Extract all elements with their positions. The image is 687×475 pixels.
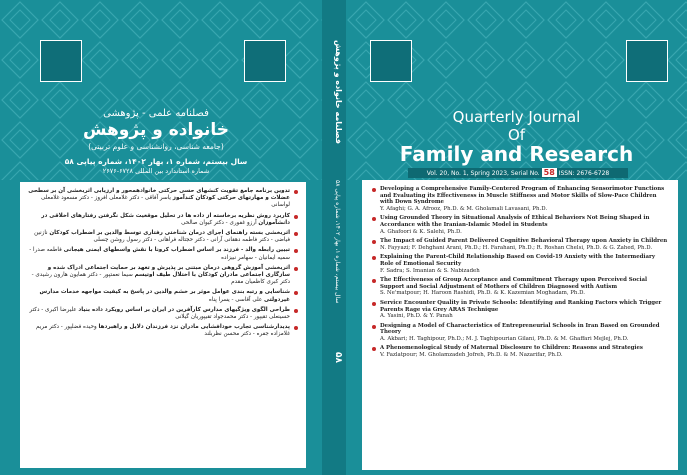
spine-title: فصلنامه خانواده و پژوهش <box>334 40 343 144</box>
article-authors: V. Fazlatpour; M. Gholamzadeh Jofreh, Ph.D. & M. Nazarifar, Ph.D. <box>380 352 563 359</box>
university-logo-icon <box>244 40 286 82</box>
toc-item <box>370 238 670 251</box>
toc-item <box>28 307 298 321</box>
article-title: پدیدارشناسی تجارب خودافشایی مادران نزد فرزندان دلایل و راهبردها <box>98 324 290 331</box>
article-authors: S. Ne'matpour; H. Haroon Rashidi, Ph.D. & K. Kazemian Moghadam, Ph.D. <box>380 290 585 297</box>
article-title: شناسایی و رتبه بندی عوامل موثر بر خشم والدین در پاسخ به کیفیت مواجهه خدمات مدارس غیردولتی <box>39 289 290 303</box>
article-title: Using Grounded Theory in Situational Analysis of Ethical Behaviors Not Being Shaped in Accordance with the Iranian-Islamic Model in Students <box>380 215 650 228</box>
journal-subtitle: (جامعه شناسی، روانشناسی و علوم تربیتی) <box>88 142 224 151</box>
toc-item <box>370 277 670 297</box>
issue-info: سال بیستم، شماره ۱، بهار ۱۴۰۲، شماره پیاپی ۵۸ <box>64 157 248 166</box>
article-title: تبیین رابطه والد - فرزند بر اساس اضطراب کرونا با نقش واسطهای ایمنی هیجانی <box>63 247 290 254</box>
persian-masthead <box>64 108 248 175</box>
article-title: A Phenomenological Study of Maternal Disclosure to Children: Reasons and Strategies <box>380 345 643 352</box>
article-title: Designing a Model of Characteristics of Entrepreneurial Schools in Iran Based on Grounded Theory <box>380 322 660 336</box>
persian-article-list <box>20 182 306 348</box>
article-authors: A. Yasini, Ph.D. & Y. Panah <box>380 313 453 320</box>
toc-item <box>370 300 670 320</box>
emblem-logo-icon <box>40 40 82 82</box>
toc-item <box>28 213 298 227</box>
serial-number: 58 <box>543 168 555 177</box>
spine-number: ۵۸ <box>333 352 343 363</box>
article-title: کاربرد روش نظریه برخاسته از داده ها در تحلیل موقعیت شکل نگرفتن رفتارهای اخلاقی در دانشآموزان <box>41 212 290 226</box>
toc-item <box>28 265 298 287</box>
toc-item <box>370 215 670 235</box>
article-authors: نازنین فیاضی - دکتر فاطمه دهقانی آرانی - دکتر حجتاله فراهانی - دکتر رسول روشن چسلی <box>34 230 290 244</box>
title-line-2: Of <box>507 126 526 144</box>
title-line-3: Family and Research <box>399 142 634 166</box>
article-authors: A. Akbari; H. Taghipour, Ph.D.; M. J. Taghipourian Gilani, Ph.D. & M. Ghaffari Mejlej, Ph.D. <box>380 335 629 342</box>
article-authors: F. Sadra; S. Imanian & S. Nabizadeh <box>380 267 480 274</box>
article-authors: آرزو غفوری - دکتر کیوان صالحی <box>181 219 257 226</box>
article-title: The Impact of Guided Parent Delivered Cognitive Behavioral Therapy upon Anxiety in Children <box>380 238 668 245</box>
issue-meta <box>408 168 628 178</box>
university-logo-icon <box>626 40 668 82</box>
article-authors: Y. Afaghi; G. A. Afrooz, Ph.D. & M. Gholamali Lavasani, Ph.D. <box>380 205 548 212</box>
article-authors: علیرضا اکبری - دکتر حسینعلی تقیپور - دکتر محمدجواد تقیپوریان گیلانی <box>29 306 290 321</box>
persian-cover <box>0 0 322 475</box>
article-title: اثربخشی بسته راهنمای اجرای درمان شناختی رفتاری توسط والدین بر اضطراب کودکان <box>49 230 290 237</box>
issue-meta-prefix: Vol. 20, No. 1, Spring 2023, Serial No. <box>426 170 540 177</box>
emblem-logo-icon <box>370 40 412 82</box>
toc-item <box>370 254 670 274</box>
toc-item <box>370 323 670 343</box>
article-authors: یاسر آفاقی - دکتر غلامعلی افروز - دکتر مسعود غلامعلی لواسانی <box>41 195 290 209</box>
article-authors: سیما نعمتپور - دکتر همایون هارون رشیدی - دکتر کبری کاظمیان مقدم <box>31 272 290 286</box>
toc-item <box>28 230 298 244</box>
article-title: Developing a Comprehensive Family-Centered Program of Enhancing Sensorimotor Functions and Evaluating its Effectiveness in Muscle Stiffness and Motor Skills of Slow-Pace Children with Down Syndrome <box>380 186 665 206</box>
toc-item <box>370 345 670 358</box>
article-authors: فاطمه صدرا - سمیه ایمانیان - سهامر نبیزاده <box>29 247 290 261</box>
toc-item <box>28 247 298 261</box>
article-title: طراحی الگوی ویژگیهای مدارس کارآفرین در ایران بر اساس رویکرد داده بنیاد <box>78 306 290 313</box>
issn-en: ISSN: 2676-6728 <box>558 170 610 177</box>
toc-item <box>28 324 298 338</box>
article-authors: وحیده فضلپور - دکتر مریم غلامزاده جفره - دکتر محسن نظربلند <box>35 324 290 338</box>
article-authors: علی آقاسی - یسرا پناه <box>208 296 263 303</box>
toc-item <box>28 289 298 303</box>
english-article-list <box>362 180 678 368</box>
toc-item <box>28 188 298 210</box>
persian-toc <box>20 182 306 468</box>
article-title: The Effectiveness of Group Acceptance and Commitment Therapy upon Perceived Social Support and Social Adjustment of Mothers of Children Diagnosed with Autism <box>380 277 648 290</box>
english-toc <box>362 180 678 470</box>
journal-type: فصلنامه علمی - پژوهشی <box>103 108 209 119</box>
toc-item <box>370 186 670 212</box>
article-authors: N. Fayyazi; F. Dehghani Arani, Ph.D.; H. Farahani, Ph.D.; R. Roshan Chelsi, Ph.D. & G. Zahed, Ph.D. <box>380 244 653 251</box>
article-title: Service Encounter Quality in Private Schools: Identifying and Ranking Factors which Trigger Parents Rage via Grey ARAS Technique <box>380 299 662 313</box>
english-cover <box>346 0 687 475</box>
issn-fa: شماره استاندارد بین المللی ۶۷۲۸-۲۶۷۶ <box>102 167 210 175</box>
article-title: Explaining the Parent-Child Relationship Based on Covid-19 Anxiety with the Intermediary Role of Emotional Security <box>380 254 655 267</box>
journal-name: خانواده و پژوهش <box>82 120 229 140</box>
spine-issue: سال بیستم، شماره ۱، بهار ۱۴۰۲، شماره پیاپی ۵۸ <box>334 180 341 304</box>
spine-text <box>322 0 346 475</box>
title-line-1: Quarterly Journal <box>452 108 581 126</box>
article-authors: A. Ghafoori & K. Salehi, Ph.D. <box>380 228 462 235</box>
article-title: تدوین برنامه جامع تقویت کنشهای حسی حرکتی خانوادهمحور و ارزیابی اثربخشی آن بر سطحی عضلات و مهارتهای حرکتی کودکان کندآموز <box>28 188 290 202</box>
article-title: اثربخشی آموزش گروهی درمان مبتنی بر پذیرش و تعهد بر حمایت اجتماعی ادراک شده و سازگاری اجتماعی مادران کودکان با اختلال طیف اوتیسم <box>47 264 290 279</box>
